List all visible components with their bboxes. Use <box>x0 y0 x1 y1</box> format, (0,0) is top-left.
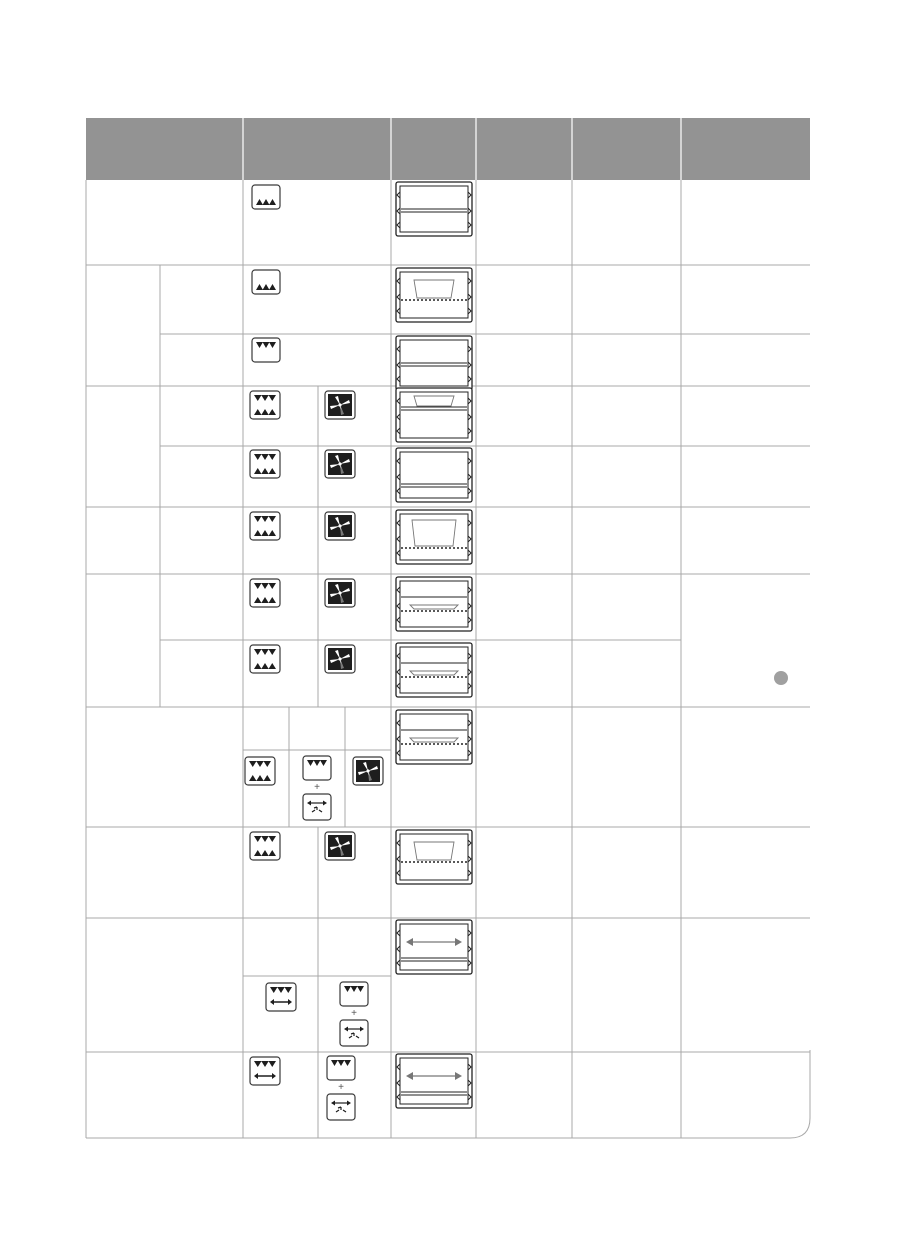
fan-heat-icon <box>325 512 355 540</box>
fan-heat-icon <box>325 832 355 860</box>
fan-heat-icon <box>325 391 355 419</box>
top-bottom-heat-icon <box>245 757 275 785</box>
oven-grill-arrow-icon <box>396 1054 472 1108</box>
oven-dish-on-rack-icon <box>396 830 472 884</box>
top-bottom-heat-icon <box>250 391 280 419</box>
grey-dot-icon <box>774 671 788 685</box>
grill-wide-icon <box>250 1057 280 1085</box>
top-bottom-heat-icon <box>250 832 280 860</box>
top-bottom-heat-icon <box>250 645 280 673</box>
oven-two-shelf-icon <box>396 448 472 502</box>
bottom-heat-icon <box>252 185 280 209</box>
cooking-chart-sheet: + <box>0 0 897 1248</box>
top-heat-plus-fan-icon <box>327 1056 355 1120</box>
fan-heat-icon <box>325 579 355 607</box>
oven-shallow-tray-icon <box>396 577 472 631</box>
oven-deep-dish-icon <box>396 510 472 564</box>
oven-flat-tray-icon <box>396 182 472 236</box>
table-header <box>86 118 810 180</box>
top-heat-plus-fan-icon <box>303 756 331 820</box>
oven-shallow-tray-icon <box>396 643 472 697</box>
fan-heat-icon <box>325 645 355 673</box>
heat-mode-icons <box>245 185 383 1120</box>
oven-diagrams <box>396 182 472 1108</box>
top-bottom-heat-icon <box>250 512 280 540</box>
oven-shallow-tray-icon <box>396 710 472 764</box>
oven-high-dish-icon <box>396 388 472 442</box>
bottom-heat-icon <box>252 270 280 294</box>
oven-dish-on-rack-icon <box>396 268 472 322</box>
grill-wide-icon <box>266 983 296 1011</box>
oven-flat-tray-icon <box>396 336 472 390</box>
fan-heat-icon <box>353 757 383 785</box>
top-heat-plus-fan-icon <box>340 982 368 1046</box>
top-heat-icon <box>252 338 280 362</box>
fan-heat-icon <box>325 450 355 478</box>
top-bottom-heat-icon <box>250 579 280 607</box>
top-bottom-heat-icon <box>250 450 280 478</box>
oven-grill-arrow-icon <box>396 920 472 974</box>
